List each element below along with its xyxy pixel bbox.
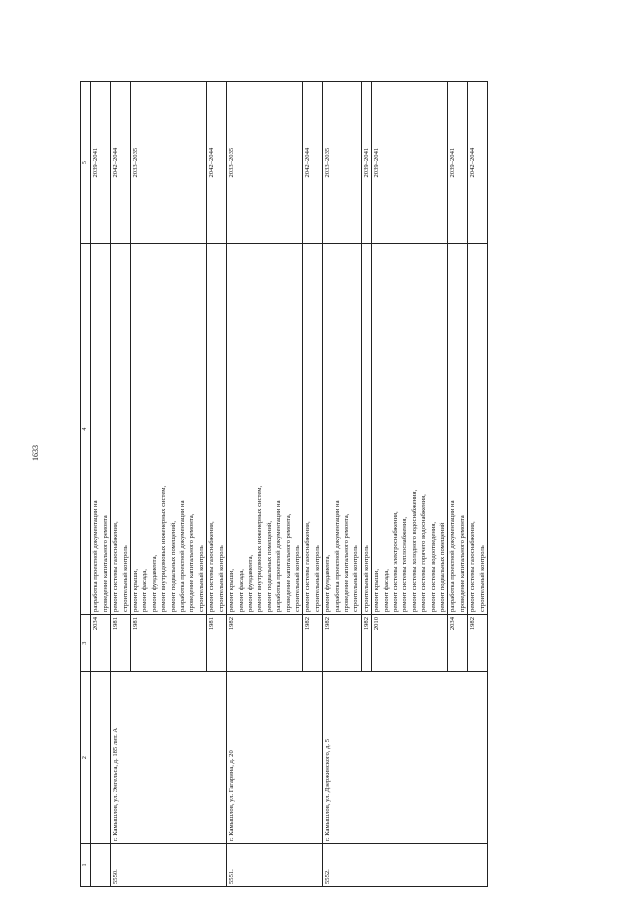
work-list-cell bbox=[361, 244, 371, 615]
work-item: проведение капитального ремонта, bbox=[342, 513, 350, 612]
work-list-cell bbox=[323, 244, 362, 615]
work-item: ремонт системы электроснабжения, bbox=[392, 511, 399, 612]
work-item: строительный контроль bbox=[362, 545, 370, 612]
period-cell: 2042–2044 bbox=[111, 82, 131, 244]
work-item: ремонт фундамента, bbox=[150, 554, 158, 612]
work-item: ремонт фасада, bbox=[382, 569, 390, 612]
rotated-sheet bbox=[80, 81, 560, 887]
period-cell: 2039–2041 bbox=[361, 82, 371, 244]
year-cell: 1982 bbox=[323, 614, 362, 671]
object-number: 5551. bbox=[227, 844, 323, 887]
work-list-cell bbox=[207, 244, 227, 615]
object-address bbox=[91, 672, 111, 844]
header-cell-4: 4 bbox=[81, 244, 91, 615]
work-list-cell bbox=[227, 244, 303, 615]
year-cell: 1982 bbox=[227, 614, 303, 671]
period-cell: 2042–2044 bbox=[468, 82, 488, 244]
work-list-cell bbox=[372, 244, 448, 615]
table-row bbox=[323, 82, 362, 887]
period-cell: 2033–2035 bbox=[227, 82, 303, 244]
work-item: ремонт внутридомовых инженерных систем, bbox=[160, 485, 168, 612]
page-number: 1633 bbox=[31, 445, 40, 461]
work-item: проведение капитального ремонта bbox=[458, 515, 466, 612]
work-item: проведение капитального ремонта bbox=[101, 515, 109, 612]
work-item: строительный контроль bbox=[478, 545, 486, 612]
work-item: ремонт системы горячего водоснабжения, bbox=[420, 494, 428, 612]
work-item: ремонт фундамента, bbox=[246, 554, 254, 612]
header-cell-3: 3 bbox=[81, 614, 91, 671]
period-cell: 2039–2041 bbox=[448, 82, 468, 244]
work-list-cell bbox=[448, 244, 468, 615]
work-item: разработка проектной документации на bbox=[275, 500, 283, 612]
work-list-cell bbox=[91, 244, 111, 615]
work-list-cell bbox=[131, 244, 207, 615]
work-list-cell bbox=[303, 244, 323, 615]
work-item: строительный контроль bbox=[217, 545, 225, 612]
work-item: ремонт подвальных помещений, bbox=[265, 520, 273, 612]
year-cell: 2034 bbox=[91, 614, 111, 671]
work-item: ремонт системы водоотведения, bbox=[429, 521, 437, 612]
period-cell: 2033–2035 bbox=[131, 82, 207, 244]
work-item: ремонт крыши, bbox=[132, 569, 140, 612]
work-item: строительный контроль bbox=[313, 545, 321, 612]
work-item: разработка проектной документации на bbox=[449, 500, 457, 612]
object-address: г. Камышлов, ул. Дзержинского, д. 5 bbox=[323, 672, 488, 844]
work-list-cell bbox=[111, 244, 131, 615]
period-cell: 2042–2044 bbox=[207, 82, 227, 244]
header-cell-1: 1 bbox=[81, 844, 91, 887]
work-item: ремонт крыши, bbox=[228, 569, 236, 612]
object-number bbox=[91, 844, 111, 887]
work-item: строительный контроль bbox=[293, 545, 301, 612]
work-item: проведение капитального ремонта, bbox=[284, 513, 292, 612]
header-cell-2: 2 bbox=[81, 672, 91, 844]
period-cell: 2039–2041 bbox=[91, 82, 111, 244]
header-cell-5: 5 bbox=[81, 82, 91, 244]
object-number: 5552. bbox=[323, 844, 488, 887]
year-cell: 1981 bbox=[131, 614, 207, 671]
object-number: 5550. bbox=[111, 844, 227, 887]
year-cell: 1982 bbox=[303, 614, 323, 671]
work-item: ремонт системы газоснабжения, bbox=[304, 521, 312, 612]
year-cell: 1981 bbox=[207, 614, 227, 671]
period-cell: 2033–2035 bbox=[323, 82, 362, 244]
work-item: ремонт фундамента, bbox=[324, 554, 332, 612]
table-row bbox=[111, 82, 131, 887]
header-row bbox=[81, 82, 91, 887]
year-cell: 1981 bbox=[111, 614, 131, 671]
work-item: ремонт подвальных помещений bbox=[439, 522, 447, 612]
repair-schedule-table bbox=[80, 81, 488, 887]
work-item: ремонт крыши, bbox=[373, 569, 381, 612]
work-item: ремонт системы газоснабжения, bbox=[208, 521, 216, 612]
work-item: разработка проектной документации на bbox=[92, 500, 100, 612]
work-item: ремонт системы газоснабжения, bbox=[112, 521, 120, 612]
work-item: разработка проектной документации на bbox=[333, 500, 341, 612]
work-item: ремонт фасада, bbox=[141, 569, 149, 612]
year-cell: 2010 bbox=[372, 614, 448, 671]
year-cell: 1982 bbox=[361, 614, 371, 671]
period-cell: 2042–2044 bbox=[303, 82, 323, 244]
table-row bbox=[227, 82, 303, 887]
work-item: разработка проектной документации на bbox=[179, 500, 187, 612]
year-cell: 1982 bbox=[468, 614, 488, 671]
year-cell: 2034 bbox=[448, 614, 468, 671]
work-item: ремонт внутридомовых инженерных систем, bbox=[256, 485, 264, 612]
period-cell: 2039–2041 bbox=[372, 82, 448, 244]
work-list-cell bbox=[468, 244, 488, 615]
work-item: строительный контроль bbox=[197, 545, 205, 612]
work-item: ремонт подвальных помещений, bbox=[169, 520, 177, 612]
object-address: г. Камышлов, ул. Гагарина, д. 20 bbox=[227, 672, 323, 844]
object-address: г. Камышлов, ул. Энгельса, д. 185 лит. А bbox=[111, 672, 227, 844]
work-item: проведение капитального ремонта, bbox=[188, 513, 196, 612]
work-item: ремонт фасада, bbox=[237, 569, 245, 612]
work-item: ремонт системы газоснабжения, bbox=[469, 521, 477, 612]
table-row bbox=[91, 82, 111, 887]
work-item: строительный контроль bbox=[352, 545, 360, 612]
work-item: ремонт системы теплоснабжения, bbox=[401, 516, 409, 612]
work-item: ремонт системы холодного водоснабжения, bbox=[410, 489, 418, 612]
work-item: строительный контроль bbox=[121, 545, 129, 612]
